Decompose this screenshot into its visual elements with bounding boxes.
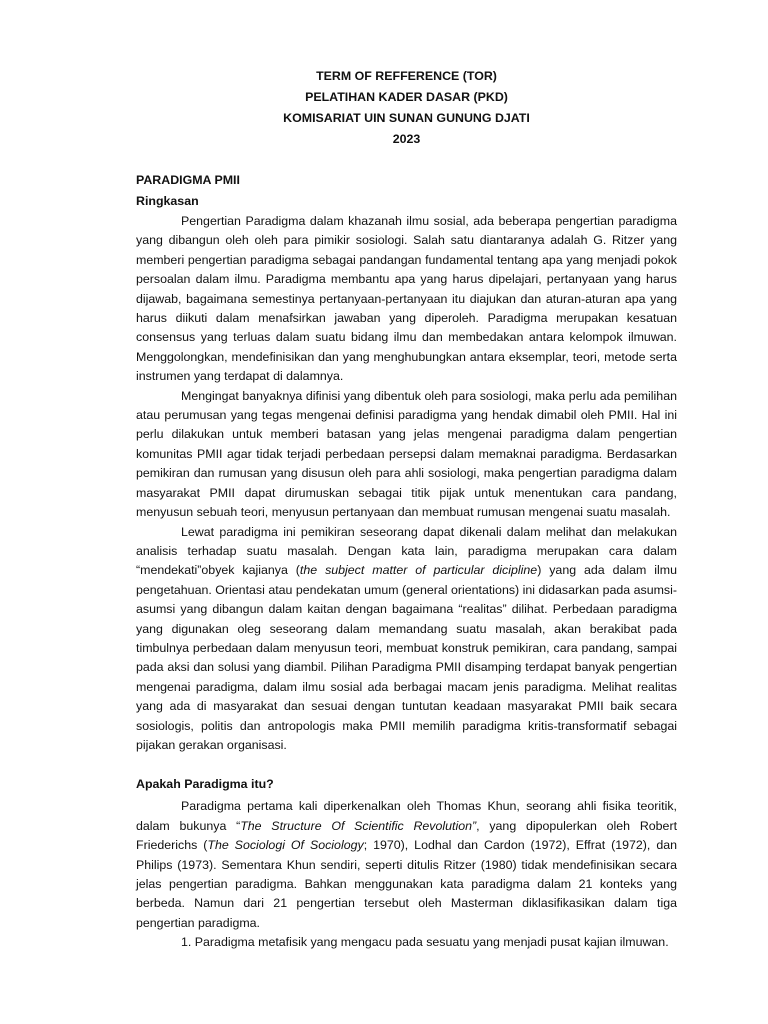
document-header — [136, 66, 677, 150]
header-year: 2023 — [392, 132, 421, 146]
italic-book-title: The Sociologi Of Sociology — [207, 838, 364, 853]
text-span: , yang dipopulerkan oleh Robert Friederichs ( — [136, 818, 678, 853]
header-organization: KOMISARIAT UIN SUNAN GUNUNG DJATI — [283, 111, 530, 125]
paragraph-pengertian: Pengertian Paradigma dalam khazanah ilmu sosial, ada beberapa pengertian paradigma yang dibangun oleh oleh para pimikir sosiologi. Salah satu diantaranya adalah G. Ritzer yang memberi pengertian paradigma sebagai pandangan fundamental tentang apa yang menjadi pokok persoalan dalam ilmu. Paradigma membantu apa yang harus dipelajari, pertanyaan yang harus dijawab, bagaimana semestinya pertanyaan-pertanyaan itu diajukan dan aturan-aturan apa yang harus diikuti dalam menafsirkan jawaban yang diperoleh. Paradigma merupakan kesatuan consensus yang terluas dalam suatu bidang ilmu dan membedakan antara kelompok ilmuwan. Menggolongkan, mendefinisikan dan yang menghubungkan antara eksemplar, teori, metode serta instrumen yang terdapat di dalamnya. — [136, 214, 677, 384]
italic-term: the subject matter of particular dicipline — [299, 563, 538, 578]
section-heading-paradigma-pmii: PARADIGMA PMII — [136, 173, 240, 187]
text-span: ; 1970), Lodhal dan Cardon (1972), Effrat (1972), dan Philips (1973). Sementara Khun sendiri, seperti ditulis Ritzer (1980) tidak mendefinisikan secara jelas pengertian paradigma. Bahkan menggunakan kata paradigma dalam 21 konteks yang berbeda. Namun dari 21 pengertian tersebut oleh Masterman diklasifikasikan dalam tiga pengertian paradigma. — [136, 838, 677, 930]
text-span: Lewat paradigma ini pemikiran seseorang dapat dikenali dalam melihat dan melakukan analisis terhadap suatu masalah. Dengan kata lain, paradigma merupakan cara dalam “mendekati”obyek kajianya ( — [136, 524, 677, 578]
paragraph-mengingat: Mengingat banyaknya difinisi yang dibentuk oleh para sosiologi, maka perlu ada pemilihan atau perumusan yang tegas mengenai definisi paradigma yang hendak dimabil oleh PMII. Hal ini perlu dilakukan untuk memberi batasan yang jelas mengenai paradigma dalam pengertian komunitas PMII agar tidak terjadi perbedaan persepsi dalam memaknai paradigma. Berdasarkan pemikiran dan rumusan yang disusun oleh para ahli sosiologi, maka pengertian paradigma dalam masyarakat PMII dapat dirumuskan sebagai titik pijak untuk menentukan cara pandang, menyusun sebuah teori, menyusun pertanyaan dan membuat rumusan mengenai suatu masalah. — [136, 388, 677, 520]
text-span: ) yang ada dalam ilmu pengetahuan. Orientasi atau pendekatan umum (general orientations) ini didasarkan pada asumsi-asumsi yang dibangun dalam kaitan dengan bagaimana “realitas” dilihat. Perbedaan paradigma yang digunakan oleg seseorang dalam memandang suatu masalah, akan berakibat pada timbulnya perbedaan dalam menyusun teori, membuat konstruk pemikiran, cara pandang, sampai pada aksi dan solusi yang diambil. Pilihan Paradigma PMII disamping terdapat banyak pengertian mengenai paradigma, dalam ilmu sosial ada berbagai macam jenis paradigma. Melihat realitas yang ada di masyarakat dan sesuai dengan tuntutan keadaan masyarakat PMII baik secara sosiologis, politis dan antropologis maka PMII memilih paradigma kritis-transformatif sebagai pijakan gerakan organisasi. — [136, 563, 677, 752]
header-subtitle: PELATIHAN KADER DASAR (PKD) — [305, 90, 508, 104]
text-span: Paradigma pertama kali diperkenalkan oleh Thomas Khun, seorang ahli fisika teoritik, dalam bukunya “ — [136, 799, 677, 833]
section-heading-apakah-paradigma: Apakah Paradigma itu? — [136, 777, 274, 792]
list-item-paradigma-metafisik: 1. Paradigma metafisik yang mengacu pada sesuatu yang menjadi pusat kajian ilmuwan. — [181, 935, 669, 950]
italic-book-title: The Structure Of Scientific Revolution” — [240, 818, 477, 833]
subheading-ringkasan: Ringkasan — [136, 194, 199, 208]
paragraph-thomas-khun — [136, 797, 677, 933]
document-page — [136, 66, 677, 953]
header-title: TERM OF REFFERENCE (TOR) — [316, 69, 497, 83]
paragraph-lewat-paradigma — [136, 523, 677, 756]
